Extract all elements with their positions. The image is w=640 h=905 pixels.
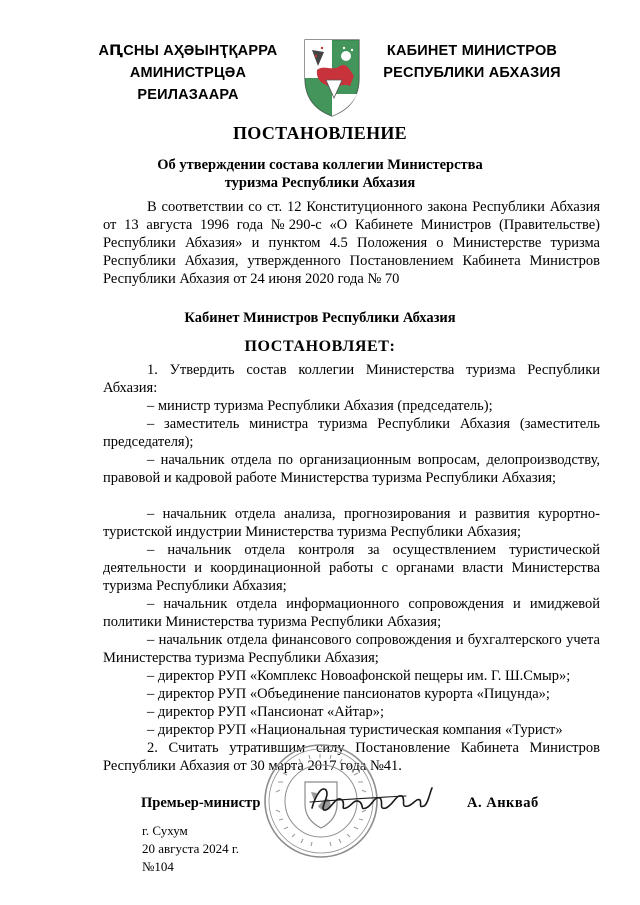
document-date: 20 августа 2024 г. xyxy=(142,841,239,856)
member-item: – начальник отдела информационного сопровождения и имиджевой политики Министерства туризма Республики Абхазия; xyxy=(103,596,600,630)
header-abkhaz xyxy=(84,40,292,106)
member-item: – директор РУП «Пансионат «Айтар»; xyxy=(147,704,384,720)
signatory-position: Премьер-министр xyxy=(141,795,261,811)
place-date-number xyxy=(142,822,239,876)
member-item: – директор РУП «Национальная туристическая компания «Турист» xyxy=(147,722,563,738)
item-2: 2. Считать утратившим силу Постановление Кабинета Министров Республики Абхазия от 30 марта 2017 года №41. xyxy=(103,740,600,774)
document-title: ПОСТАНОВЛЕНИЕ xyxy=(233,123,407,143)
member-item: – директор РУП «Объединение пансионатов курорта «Пицунда»; xyxy=(147,686,550,702)
coat-of-arms-icon xyxy=(302,36,362,118)
member-item: – директор РУП «Комплекс Новоафонской пещеры им. Г. Ш.Смыр»; xyxy=(147,668,571,684)
header-abkhaz-line1: АԤСНЫ АҲӘЫНҬҚАРРА xyxy=(98,43,278,59)
header-russian-line2: РЕСПУБЛИКИ АБХАЗИЯ xyxy=(383,65,561,81)
item-1: 1. Утвердить состав коллегии Министерства туризма Республики Абхазия: xyxy=(103,362,600,396)
member-item: – начальник отдела контроля за осуществлением туристической деятельности и координационной работы с органами власти Министерства туризма Республики Абхазия; xyxy=(103,542,600,594)
member-item: – начальник отдела анализа, прогнозирования и развития курортно-туристской индустрии Министерства туризма Республики Абхазия; xyxy=(103,506,600,540)
header-russian-line1: КАБИНЕТ МИНИСТРОВ xyxy=(386,43,558,59)
subtitle-line2: туризма Республики Абхазия xyxy=(224,175,416,191)
header-russian xyxy=(372,40,572,84)
document-number: №104 xyxy=(142,859,174,874)
member-item: – начальник отдела финансового сопровождения и бухгалтерского учета Министерства туризма Республики Абхазия; xyxy=(103,632,600,666)
document-subtitle xyxy=(0,156,640,192)
member-item: – заместитель министра туризма Республики Абхазия (заместитель председателя); xyxy=(103,416,600,450)
resolves-heading: ПОСТАНОВЛЯЕТ: xyxy=(244,338,396,355)
issuer-line: Кабинет Министров Республики Абхазия xyxy=(184,310,456,326)
member-item: – начальник отдела по организационным вопросам, делопроизводству, правовой и кадровой работе Министерства туризма Республики Абхазия; xyxy=(103,452,600,486)
subtitle-line1: Об утверждении состава коллегии Министерства xyxy=(157,157,483,173)
member-item: – министр туризма Республики Абхазия (председатель); xyxy=(147,398,493,414)
city: г. Сухум xyxy=(142,823,188,838)
preamble-paragraph: В соответствии со ст. 12 Конституционного закона Республики Абхазия от 13 августа 1996 года №290-с «О Кабинете Министров (Правительстве) Республики Абхазия» и пунктом 4.5 Положения о Министерстве туризма Республики Абхазия, утвержденного Постановлением Кабинета Министров Республики Абхазия от 24 июня 2020 года № 70 xyxy=(103,199,600,287)
handwritten-signature-icon xyxy=(306,782,438,818)
signatory-name: А. Анкваб xyxy=(467,795,539,811)
header-abkhaz-line2: АМИНИСТРЦӘА РЕИЛАЗААРА xyxy=(129,65,247,103)
